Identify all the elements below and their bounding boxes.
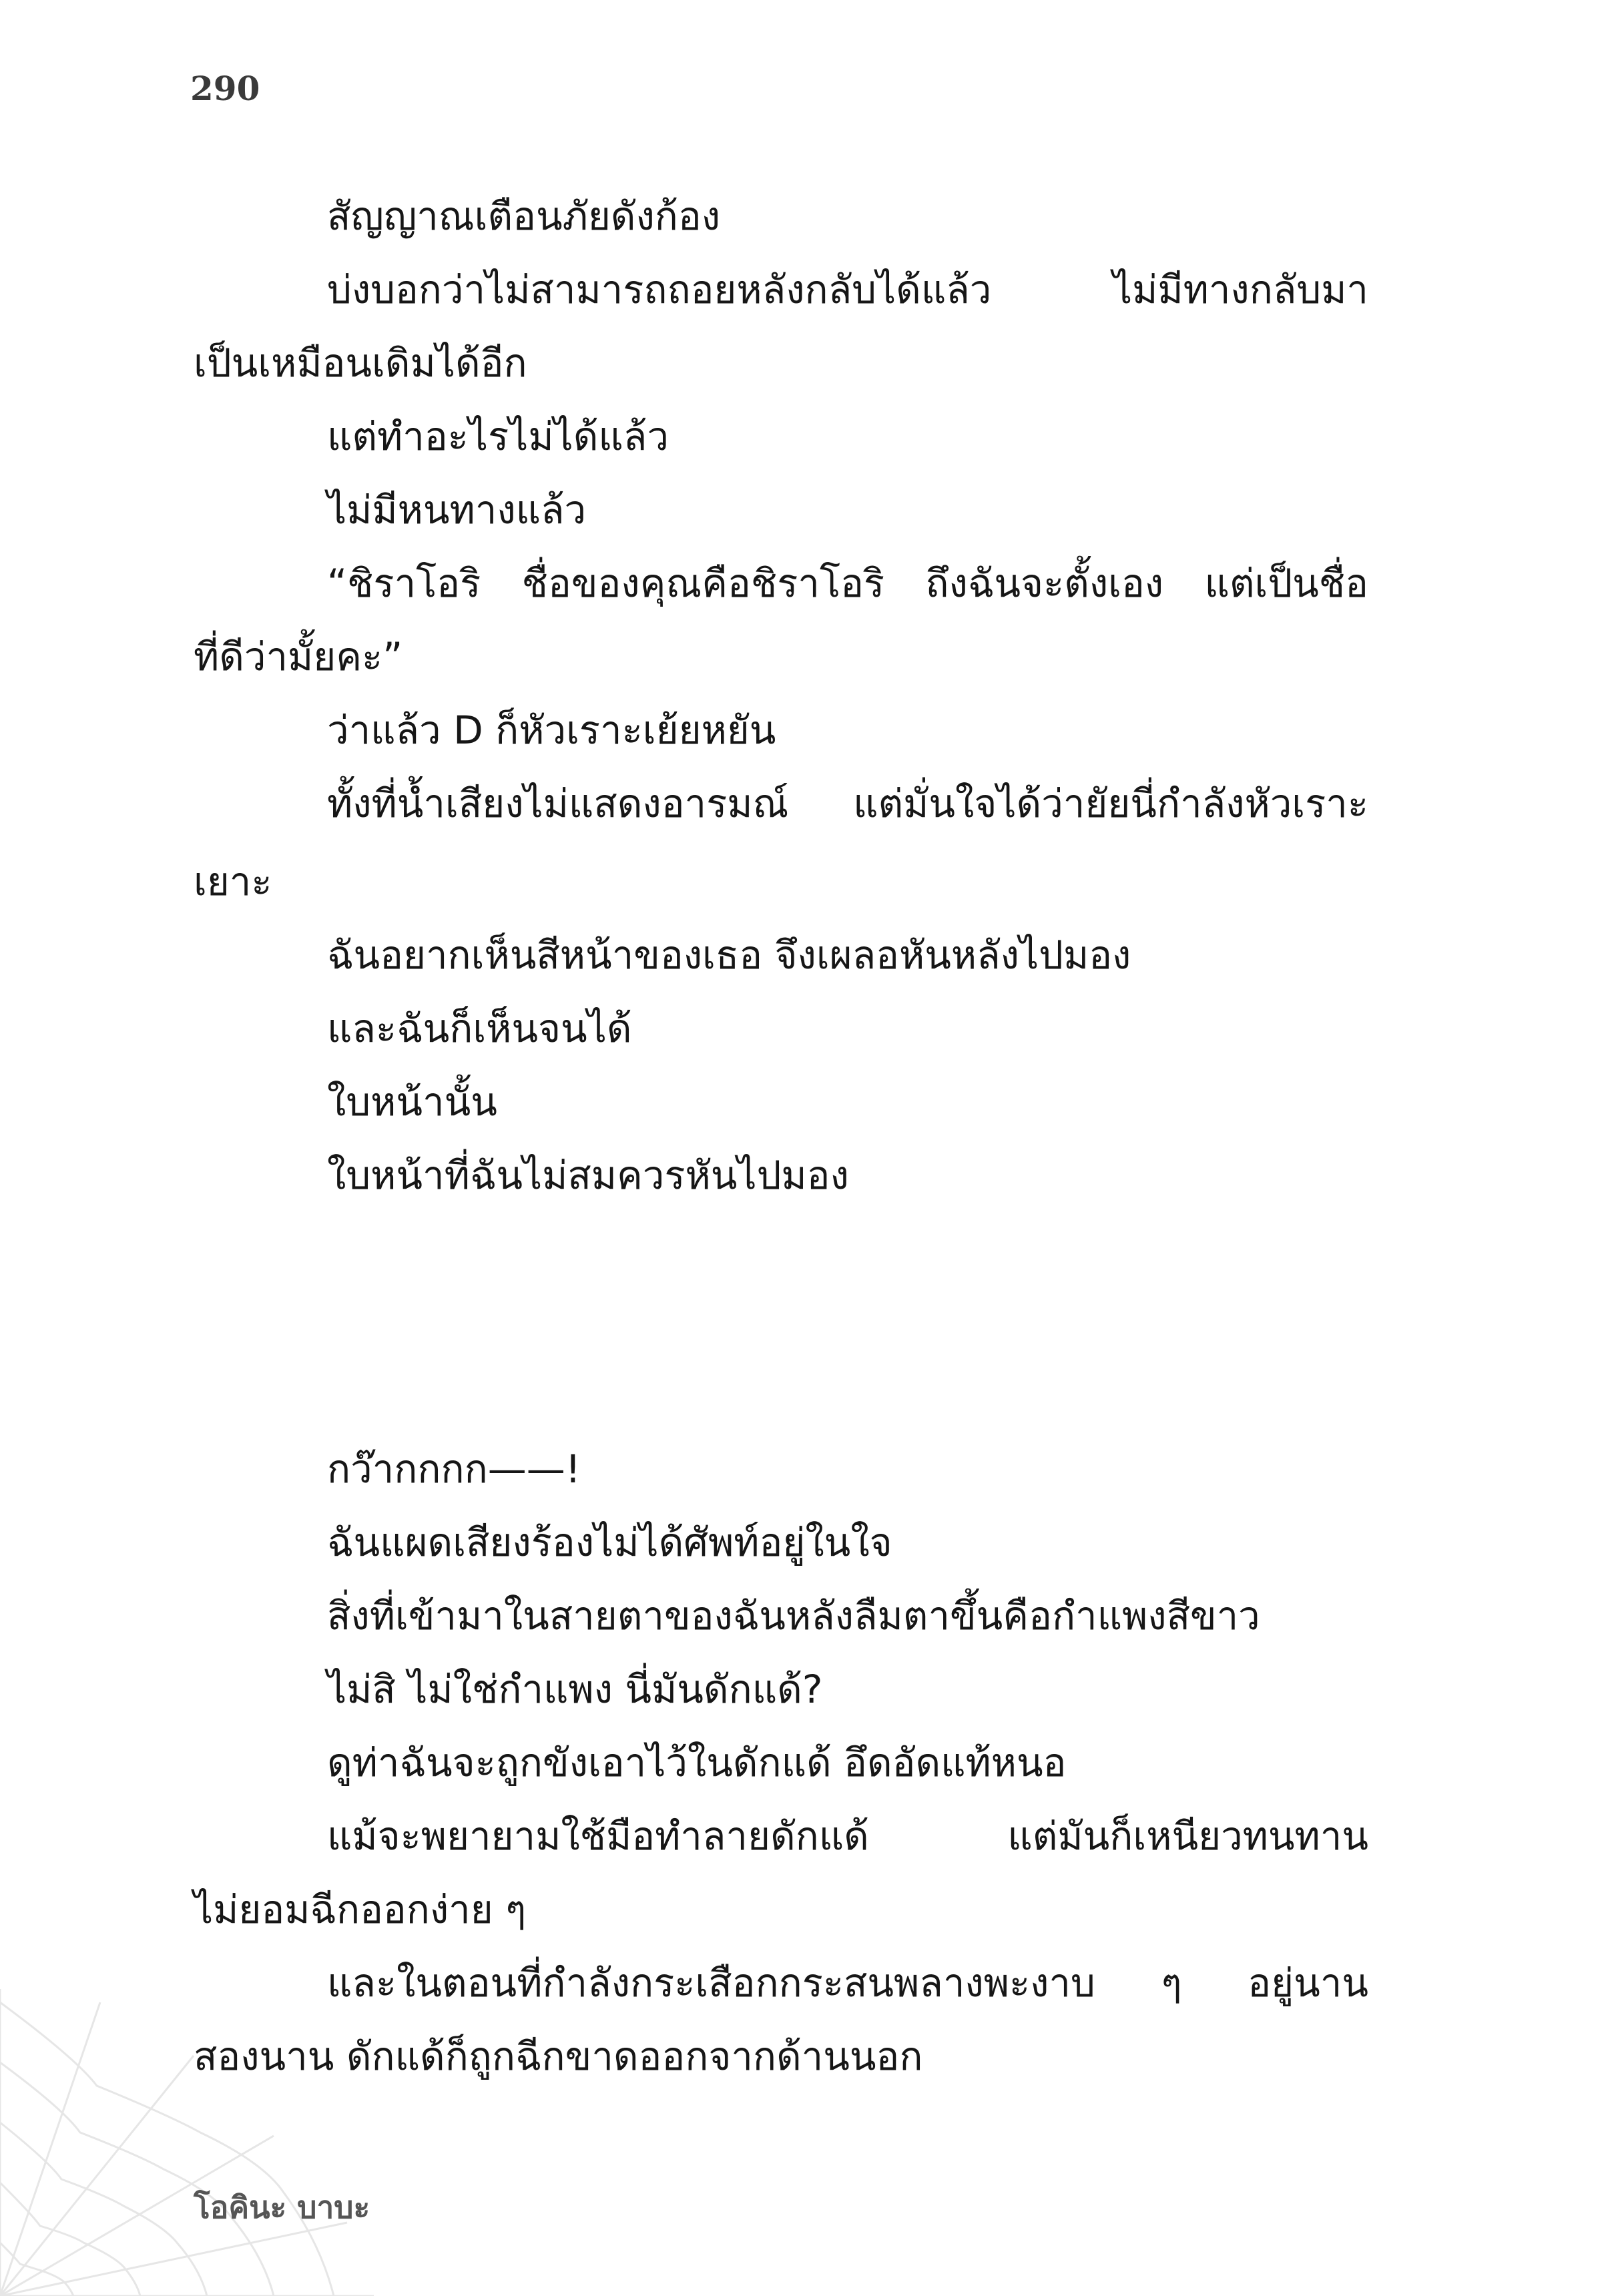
text-line: กว๊ากกกก——! (327, 1446, 581, 1492)
text-line: บ่งบอกว่าไม่สามารถถอยหลังกลับได้แล้ว ไม่มีทางกลับมา (327, 267, 1368, 312)
text-line: และฉันก็เห็นจนได้ (327, 1006, 632, 1051)
text-line: สิ่งที่เข้ามาในสายตาของฉันหลังลืมตาขึ้นคือกำแพงสีขาว (327, 1593, 1260, 1639)
text-line: สองนาน ดักแด้ก็ถูกฉีกขาดออกจากด้านนอก (194, 2034, 923, 2079)
text-line: ไม่สิ ไม่ใช่กำแพง นี่มันดักแด้? (327, 1667, 823, 1712)
text-line: สัญญาณเตือนภัยดังก้อง (327, 194, 721, 239)
text-line: ใบหน้านั้น (327, 1079, 497, 1125)
text-line: ไม่มีหนทางแล้ว (327, 487, 587, 533)
text-line: ทั้งที่น้ำเสียงไม่แสดงอารมณ์ แต่มั่นใจได้ว่ายัยนี่กำลังหัวเราะ (327, 781, 1368, 826)
text-line: แต่ทำอะไรไม่ได้แล้ว (327, 414, 669, 459)
text-line: “ชิราโอริ ชื่อของคุณคือชิราโอริ ถึงฉันจะตั้งเอง แต่เป็นชื่อ (327, 561, 1368, 606)
text-line: เยาะ (194, 859, 272, 904)
text-line: ใบหน้าที่ฉันไม่สมควรหันไปมอง (327, 1153, 849, 1198)
text-line: ดูท่าฉันจะถูกขังเอาไว้ในดักแด้ อึดอัดแท้หนอ (327, 1740, 1067, 1785)
footer-author: โอคินะ บาบะ (194, 2189, 370, 2225)
text-line: และในตอนที่กำลังกระเสือกกระสนพลางพะงาบ ๆ อยู่นาน (327, 1960, 1368, 2006)
spider-web-icon (0, 1962, 374, 2296)
page-number: 290 (190, 69, 260, 108)
text-line: แม้จะพยายามใช้มือทำลายดักแด้ แต่มันก็เหนียวทนทาน (327, 1813, 1368, 1859)
text-line: ไม่ยอมฉีกออกง่าย ๆ (194, 1887, 527, 1932)
text-line: ที่ดีว่ามั้ยคะ” (194, 634, 403, 679)
text-line: ฉันแผดเสียงร้องไม่ได้ศัพท์อยู่ในใจ (327, 1520, 892, 1565)
text-line: ฉันอยากเห็นสีหน้าของเธอ จึงเผลอหันหลังไปมอง (327, 932, 1131, 978)
text-line: ว่าแล้ว D ก็หัวเราะเย้ยหยัน (327, 707, 776, 753)
text-line: เป็นเหมือนเดิมได้อีก (194, 340, 527, 386)
